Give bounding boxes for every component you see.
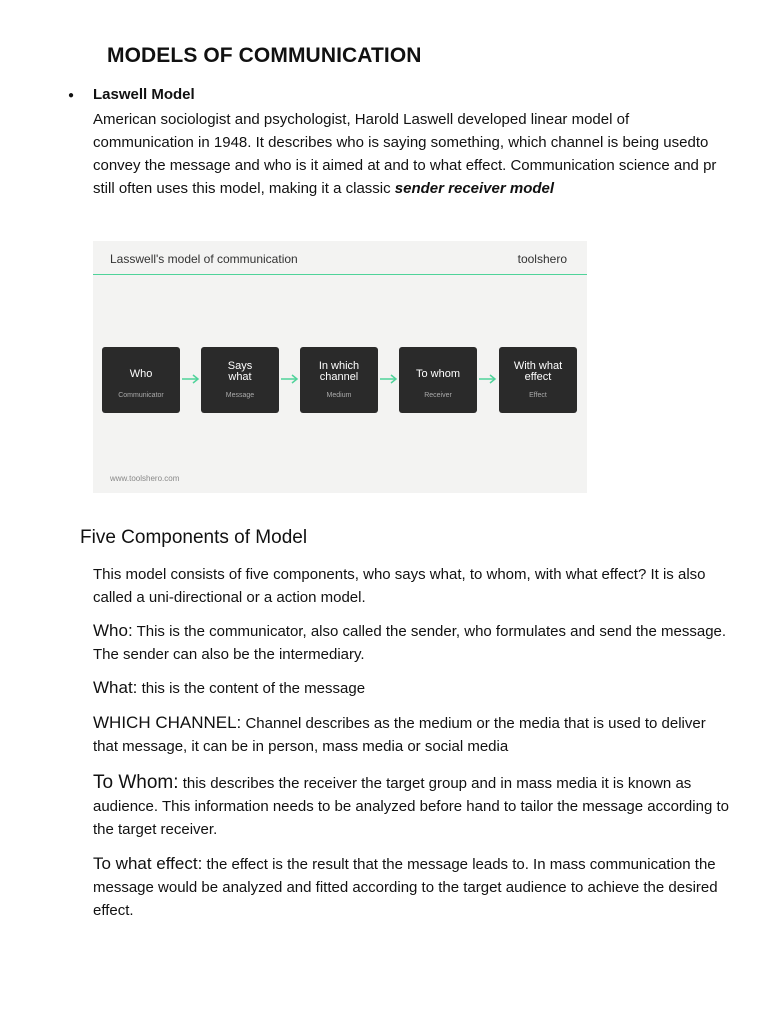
box-main: With what effect	[513, 360, 563, 383]
summary-paragraph: This model consists of five components, who says what, to whom, with what effect? It is also called a uni-directional or a action model.	[93, 566, 706, 606]
box-sub: Message	[225, 392, 255, 399]
figure-brand: toolshero	[517, 252, 567, 266]
component-lead: To Whom:	[93, 772, 179, 793]
box-main: Who	[129, 368, 153, 380]
intro-paragraph	[93, 108, 733, 200]
component-lead: To what effect:	[93, 854, 203, 873]
lasswell-figure	[93, 241, 587, 493]
box-says-what	[201, 347, 279, 413]
section-heading: Five Components of Model	[80, 527, 308, 548]
component-lead: WHICH CHANNEL:	[93, 713, 242, 732]
box-to-whom	[399, 347, 477, 413]
component-to-whom	[93, 771, 733, 841]
arrow-right-icon	[181, 373, 201, 385]
box-sub: Medium	[326, 392, 352, 399]
box-in-which-channel	[300, 347, 378, 413]
arrow-right-icon	[280, 373, 300, 385]
figure-title: Lasswell's model of communication	[110, 252, 298, 266]
arrow-right-icon	[478, 373, 498, 385]
box-with-what-effect	[499, 347, 577, 413]
component-lead: What:	[93, 678, 138, 697]
intro-text: American sociologist and psychologist, Harold Laswell developed linear model of communication in 1948. It describes who is saying something, which channel is being usedto convey the message and who is it aimed at and to what effect. Communication science and pr still often uses this model, making it a classic	[93, 111, 717, 197]
component-who	[93, 619, 733, 666]
component-lead: Who:	[93, 621, 133, 640]
figure-url: www.toolshero.com	[110, 474, 180, 483]
box-who	[102, 347, 180, 413]
component-text: this describes the receiver the target group and in mass media it is known as audience. This information needs to be analyzed before hand to tailor the message according to the target receiver.	[93, 775, 729, 838]
component-text: the effect is the result that the message leads to. In mass communication the message would be analyzed and fitted according to the target audience to achieve the desired effect.	[93, 856, 718, 919]
component-what	[93, 676, 733, 700]
page-title: MODELS OF COMMUNICATION	[107, 44, 422, 67]
component-text: This is the communicator, also called the sender, who formulates and send the message. The sender can also be the intermediary.	[93, 623, 727, 663]
box-sub: Receiver	[424, 392, 452, 399]
intro-emphasis: sender receiver model	[394, 180, 555, 197]
box-sub: Effect	[529, 392, 547, 399]
arrow-right-icon	[379, 373, 399, 385]
component-to-what-effect	[93, 852, 733, 922]
model-name: Laswell Model	[93, 86, 195, 103]
figure-divider	[93, 274, 587, 275]
component-text: Channel describes as the medium or the media that is used to deliver that message, it can be in person, mass media or social media	[93, 715, 706, 755]
box-main: Says what	[227, 360, 253, 383]
component-which-channel	[93, 711, 733, 758]
component-text: this is the content of the message	[137, 680, 366, 697]
box-main: In which channel	[318, 360, 360, 383]
bullet-icon: ●	[68, 90, 75, 101]
box-main: To whom	[415, 368, 461, 380]
box-sub: Communicator	[118, 392, 164, 399]
